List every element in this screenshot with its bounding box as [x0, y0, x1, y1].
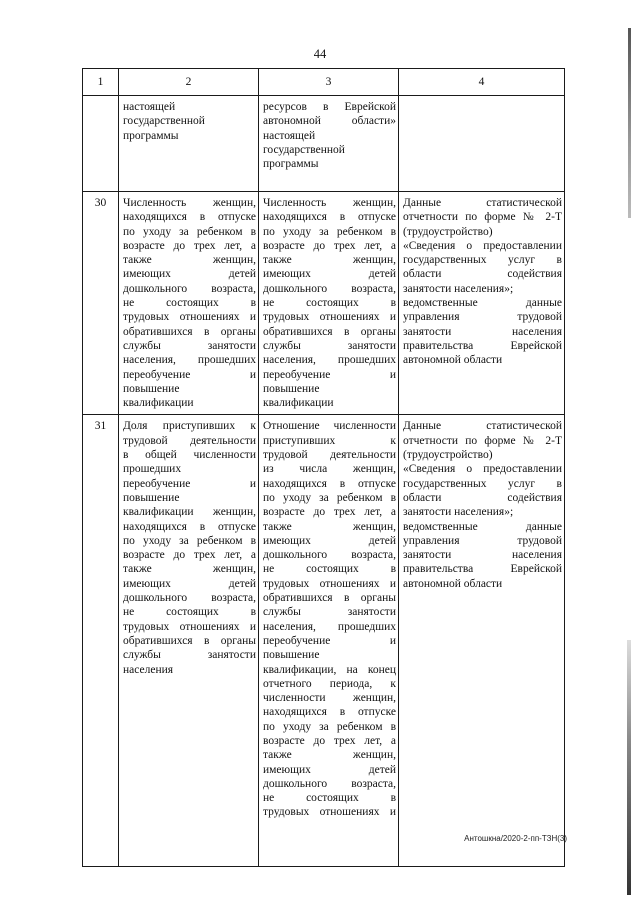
row-number-cell — [83, 96, 119, 192]
text-line: ведомственные данные — [403, 297, 562, 310]
text-line: переобучение и — [123, 477, 256, 490]
text-line: Отношение численности — [263, 420, 396, 433]
col4-cell — [399, 415, 565, 867]
header-cell-1: 1 — [83, 69, 119, 96]
text-line: настоящей — [263, 129, 316, 142]
text-line: численности женщин, — [263, 692, 396, 705]
text-line: Численность женщин, — [123, 197, 256, 209]
row-number-cell: 31 — [83, 415, 119, 867]
text-line: области содействия — [403, 491, 562, 504]
text-line: возрасте до трех лет, а — [263, 239, 396, 252]
text-line: автономной области — [403, 577, 503, 590]
text-line: находящихся в отпуске — [123, 520, 256, 533]
table-row — [83, 96, 565, 192]
text-line: населения — [123, 663, 174, 676]
text-line: повышение — [123, 382, 180, 395]
text-line: занятости населения — [403, 549, 562, 562]
text-line: квалификации женщин, — [123, 506, 256, 519]
text-line: по уходу за ребенком в — [263, 491, 396, 504]
text-line: также женщин, — [123, 563, 256, 576]
text-line: программы — [263, 158, 319, 171]
text-line: квалификации — [263, 397, 334, 410]
text-line: находящихся в отпуске — [263, 706, 396, 719]
text-line: находящихся в отпуске — [123, 211, 256, 224]
text-line: ресурсов в Еврейской — [263, 101, 396, 113]
text-line: повышение — [123, 491, 180, 504]
text-line: трудовых отношениях и — [263, 311, 396, 324]
text-line: службы занятости — [263, 606, 396, 619]
col2-cell — [119, 415, 259, 867]
text-line: отчетности по форме № 2-Т — [403, 211, 562, 224]
text-line: управления трудовой — [403, 534, 562, 547]
text-line: не состоящих в — [263, 563, 396, 576]
header-cell-3: 3 — [259, 69, 399, 96]
text-line: государственных услуг в — [403, 254, 562, 267]
text-line: квалификации — [123, 397, 194, 410]
col3-cell — [259, 415, 399, 867]
col4-cell — [399, 192, 565, 415]
text-line: возрасте до трех лет, а — [123, 239, 256, 252]
text-line: трудовых отношениях и — [123, 620, 256, 633]
text-line: отчетного периода, к — [263, 677, 396, 690]
text-line: находящихся в отпуске — [263, 477, 396, 490]
text-line: дошкольного возраста, — [263, 777, 396, 790]
text-line: прошедших — [123, 463, 182, 476]
text-line: также женщин, — [263, 749, 396, 762]
text-line: имеющих детей — [263, 534, 396, 547]
text-line: государственных услуг в — [403, 477, 562, 490]
text-line: имеющих детей — [123, 577, 256, 590]
row-number-cell: 30 — [83, 192, 119, 415]
text-line: приступивших к — [263, 434, 396, 447]
text-line: «Сведения о предоставлении — [403, 239, 562, 252]
col4-cell — [399, 96, 565, 192]
text-line: службы занятости — [123, 649, 256, 662]
text-line: занятости населения»; — [403, 282, 514, 295]
text-line: повышение — [263, 649, 320, 662]
col2-cell — [119, 96, 259, 192]
text-line: также женщин, — [263, 520, 396, 533]
text-line: повышение — [263, 382, 320, 395]
text-line: возрасте до трех лет, а — [123, 549, 256, 562]
text-line: службы занятости — [263, 339, 396, 352]
table-row — [83, 192, 565, 415]
text-line: ведомственные данные — [403, 520, 562, 533]
text-line: имеющих детей — [263, 763, 396, 776]
text-line: «Сведения о предоставлении — [403, 463, 562, 476]
text-line: не состоящих в — [263, 792, 396, 805]
text-line: квалификации, на конец — [263, 663, 396, 676]
page-number: 44 — [313, 47, 327, 61]
text-line: занятости населения»; — [403, 506, 514, 519]
text-line: населения, прошедших — [263, 620, 396, 633]
text-line: правительства Еврейской — [403, 563, 562, 576]
text-line: обратившихся в органы — [263, 592, 396, 605]
text-line: не состоящих в — [123, 297, 256, 310]
text-line: не состоящих в — [123, 606, 256, 619]
text-line: управления трудовой — [403, 311, 562, 324]
text-line: Доля приступивших к — [123, 420, 256, 433]
text-line: в общей численности — [123, 449, 256, 462]
text-line: трудовой деятельности — [263, 449, 396, 462]
text-line: обратившихся в органы — [263, 325, 396, 338]
text-line: трудовых отношениях и — [263, 806, 396, 819]
text-line: также женщин, — [123, 254, 256, 267]
col3-cell — [259, 96, 399, 192]
table-row — [83, 415, 565, 867]
text-line: из числа женщин, — [263, 463, 396, 476]
text-line: настоящей — [123, 101, 176, 113]
text-line: населения, прошедших — [123, 354, 256, 367]
text-line: обратившихся в органы — [123, 634, 256, 647]
text-line: Данные статистической — [403, 197, 562, 209]
text-line: возрасте до трех лет, а — [263, 734, 396, 747]
text-line: обратившихся в органы — [123, 325, 256, 338]
text-line: отчетности по форме № 2-Т — [403, 434, 562, 447]
document-code: Антошкна/2020-2-пп-ТЗН(3) — [464, 834, 567, 843]
text-line: Численность женщин, — [263, 197, 396, 209]
text-line: автономной области — [403, 354, 503, 367]
text-line: также женщин, — [263, 254, 396, 267]
text-line: дошкольного возраста, — [123, 592, 256, 605]
text-line: по уходу за ребенком в — [263, 720, 396, 733]
text-line: имеющих детей — [263, 268, 396, 281]
text-line: дошкольного возраста, — [263, 282, 396, 295]
text-line: дошкольного возраста, — [123, 282, 256, 295]
text-line: занятости населения — [403, 325, 562, 338]
text-line: переобучение и — [123, 368, 256, 381]
text-line: Данные статистической — [403, 420, 562, 433]
text-line: имеющих детей — [123, 268, 256, 281]
col2-cell — [119, 192, 259, 415]
text-line: трудовых отношениях и — [263, 577, 396, 590]
text-line: автономной области» — [263, 115, 396, 128]
text-line: возрасте до трех лет, а — [263, 506, 396, 519]
text-line: переобучение и — [263, 368, 396, 381]
text-line: правительства Еврейской — [403, 339, 562, 352]
text-line: (трудоустройство) — [403, 449, 493, 462]
indicators-table — [82, 68, 565, 867]
text-line: службы занятости — [123, 339, 256, 352]
text-line: населения, прошедших — [263, 354, 396, 367]
text-line: области содействия — [403, 268, 562, 281]
text-line: по уходу за ребенком в — [123, 534, 256, 547]
text-line: по уходу за ребенком в — [263, 225, 396, 238]
table-header-row — [83, 69, 565, 96]
text-line: дошкольного возраста, — [263, 549, 396, 562]
text-line: программы — [123, 129, 179, 142]
text-line: государственной — [123, 115, 205, 128]
header-cell-4: 4 — [399, 69, 565, 96]
text-line: по уходу за ребенком в — [123, 225, 256, 238]
text-line: переобучение и — [263, 634, 396, 647]
col3-cell — [259, 192, 399, 415]
text-line: трудовой деятельности — [123, 434, 256, 447]
header-cell-2: 2 — [119, 69, 259, 96]
text-line: трудовых отношениях и — [123, 311, 256, 324]
text-line: (трудоустройство) — [403, 225, 493, 238]
text-line: находящихся в отпуске — [263, 211, 396, 224]
scan-margin-mark-bottom — [627, 640, 631, 895]
text-line: государственной — [263, 143, 345, 156]
text-line: не состоящих в — [263, 297, 396, 310]
